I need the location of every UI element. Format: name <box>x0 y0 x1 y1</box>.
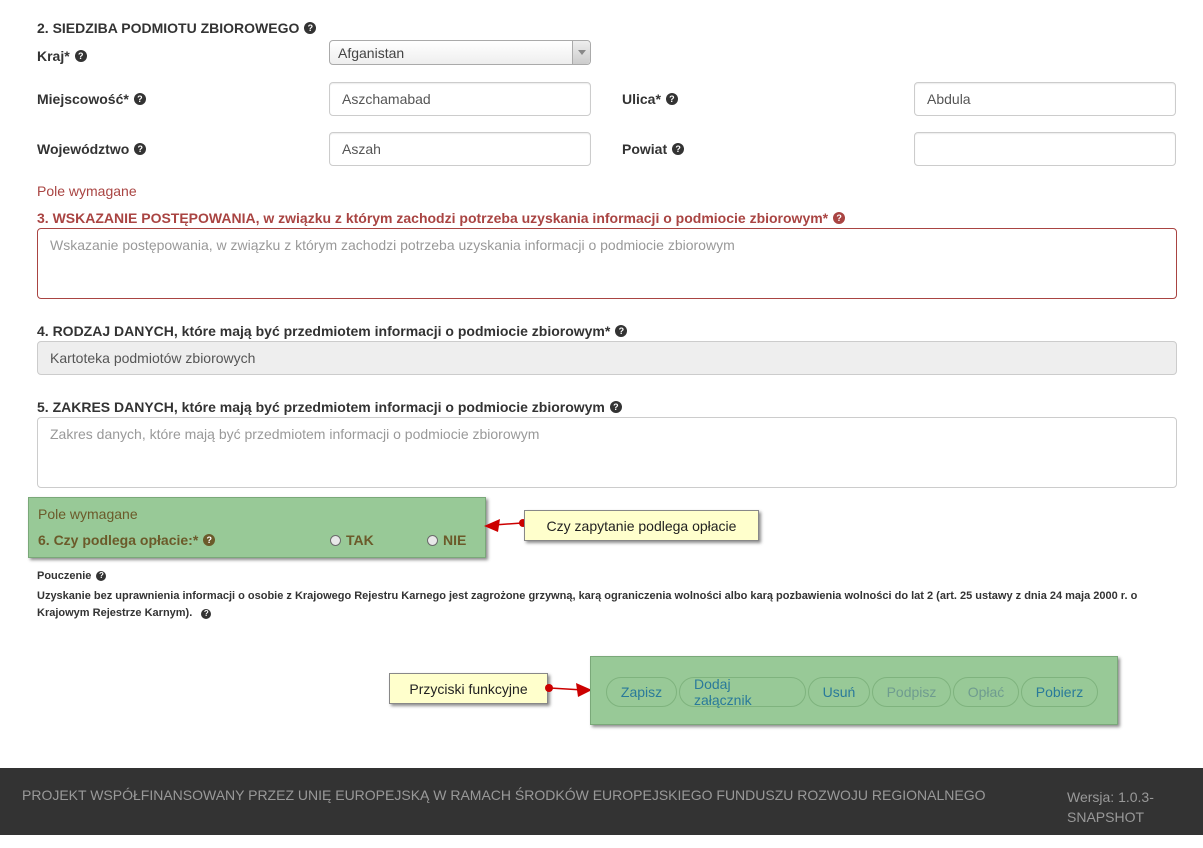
kraj-label: Kraj* ? <box>37 48 87 64</box>
footer-text: PROJEKT WSPÓŁFINANSOWANY PRZEZ UNIĘ EUROPEJSKĄ W RAMACH ŚRODKÓW EUROPEJSKIEGO FUNDUSZU ROZWOJU REGIONALNEGO <box>22 787 986 803</box>
footer <box>0 768 1203 835</box>
section3-error: Pole wymagane <box>37 183 137 199</box>
section3-title: 3. WSKAZANIE POSTĘPOWANIA, w związku z którym zachodzi potrzeba uzyskania informacji o podmiocie zbiorowym* ? <box>37 210 845 226</box>
help-icon[interactable]: ? <box>833 212 845 224</box>
section2-title: 2. SIEDZIBA PODMIOTU ZBIOROWEGO ? <box>37 20 316 36</box>
help-icon[interactable]: ? <box>134 143 146 155</box>
section6-title: 6. Czy podlega opłacie:* ? <box>38 532 215 548</box>
radio-circle-icon[interactable] <box>330 535 341 546</box>
powiat-label: Powiat ? <box>622 141 684 157</box>
ulica-input[interactable]: Abdula <box>914 82 1176 116</box>
radio-nie[interactable]: NIE <box>427 532 466 548</box>
podpisz-button[interactable]: Podpisz <box>872 677 951 707</box>
wojewodztwo-label: Województwo ? <box>37 141 146 157</box>
radio-circle-icon[interactable] <box>427 535 438 546</box>
kraj-select[interactable]: Afganistan <box>329 40 591 65</box>
notice-title: Pouczenie ? <box>37 570 106 582</box>
help-icon[interactable]: ? <box>75 50 87 62</box>
section4-title: 4. RODZAJ DANYCH, które mają być przedmiotem informacji o podmiocie zbiorowym* ? <box>37 323 627 339</box>
callout-buttons: Przyciski funkcyjne <box>389 673 548 704</box>
buttons-annotation-box <box>590 656 1118 725</box>
miejscowosc-label: Miejscowość* ? <box>37 91 146 107</box>
callout-arrow-icon <box>484 515 529 535</box>
dodaj-zalacznik-button[interactable]: Dodaj załącznik <box>679 677 806 707</box>
zapisz-button[interactable]: Zapisz <box>606 677 677 707</box>
callout-arrow-icon <box>543 680 593 700</box>
wskazanie-postepowania-textarea[interactable]: Wskazanie postępowania, w związku z którym zachodzi potrzeba uzyskania informacji o podmiocie zbiorowym <box>37 228 1177 299</box>
miejscowosc-input[interactable]: Aszchamabad <box>329 82 591 116</box>
section6-annotation-box <box>28 497 486 558</box>
usun-button[interactable]: Usuń <box>808 677 870 707</box>
zakres-danych-textarea[interactable]: Zakres danych, które mają być przedmiotem informacji o podmiocie zbiorowym <box>37 417 1177 488</box>
help-icon[interactable]: ? <box>201 609 211 619</box>
callout-oplata: Czy zapytanie podlega opłacie <box>524 510 759 541</box>
help-icon[interactable]: ? <box>672 143 684 155</box>
wojewodztwo-input[interactable]: Aszah <box>329 132 591 166</box>
help-icon[interactable]: ? <box>666 93 678 105</box>
ulica-label: Ulica* ? <box>622 91 678 107</box>
section5-title: 5. ZAKRES DANYCH, które mają być przedmiotem informacji o podmiocie zbiorowym ? <box>37 399 622 415</box>
rodzaj-danych-field: Kartoteka podmiotów zbiorowych <box>37 341 1177 375</box>
help-icon[interactable]: ? <box>610 401 622 413</box>
help-icon[interactable]: ? <box>304 22 316 34</box>
pobierz-button[interactable]: Pobierz <box>1021 677 1098 707</box>
powiat-input[interactable] <box>914 132 1176 166</box>
function-buttons <box>606 677 1098 707</box>
help-icon[interactable]: ? <box>134 93 146 105</box>
radio-tak[interactable]: TAK <box>330 532 374 548</box>
notice-text: Uzyskanie bez uprawnienia informacji o osobie z Krajowego Rejestru Karnego jest zagrożone grzywną, karą ograniczenia wolności albo karą pozbawienia wolności do lat 2 (art. 25 ustawy z dnia 24 maja 2000 r. o Krajowym Rejestrze Karnym). ? <box>37 590 1138 619</box>
help-icon[interactable]: ? <box>96 571 106 581</box>
section6-error: Pole wymagane <box>38 506 138 522</box>
help-icon[interactable]: ? <box>615 325 627 337</box>
help-icon[interactable]: ? <box>203 534 215 546</box>
version-info: Wersja: 1.0.3- SNAPSHOT <box>1067 789 1154 825</box>
oplac-button[interactable]: Opłać <box>953 677 1019 707</box>
chevron-down-icon[interactable] <box>572 41 590 64</box>
